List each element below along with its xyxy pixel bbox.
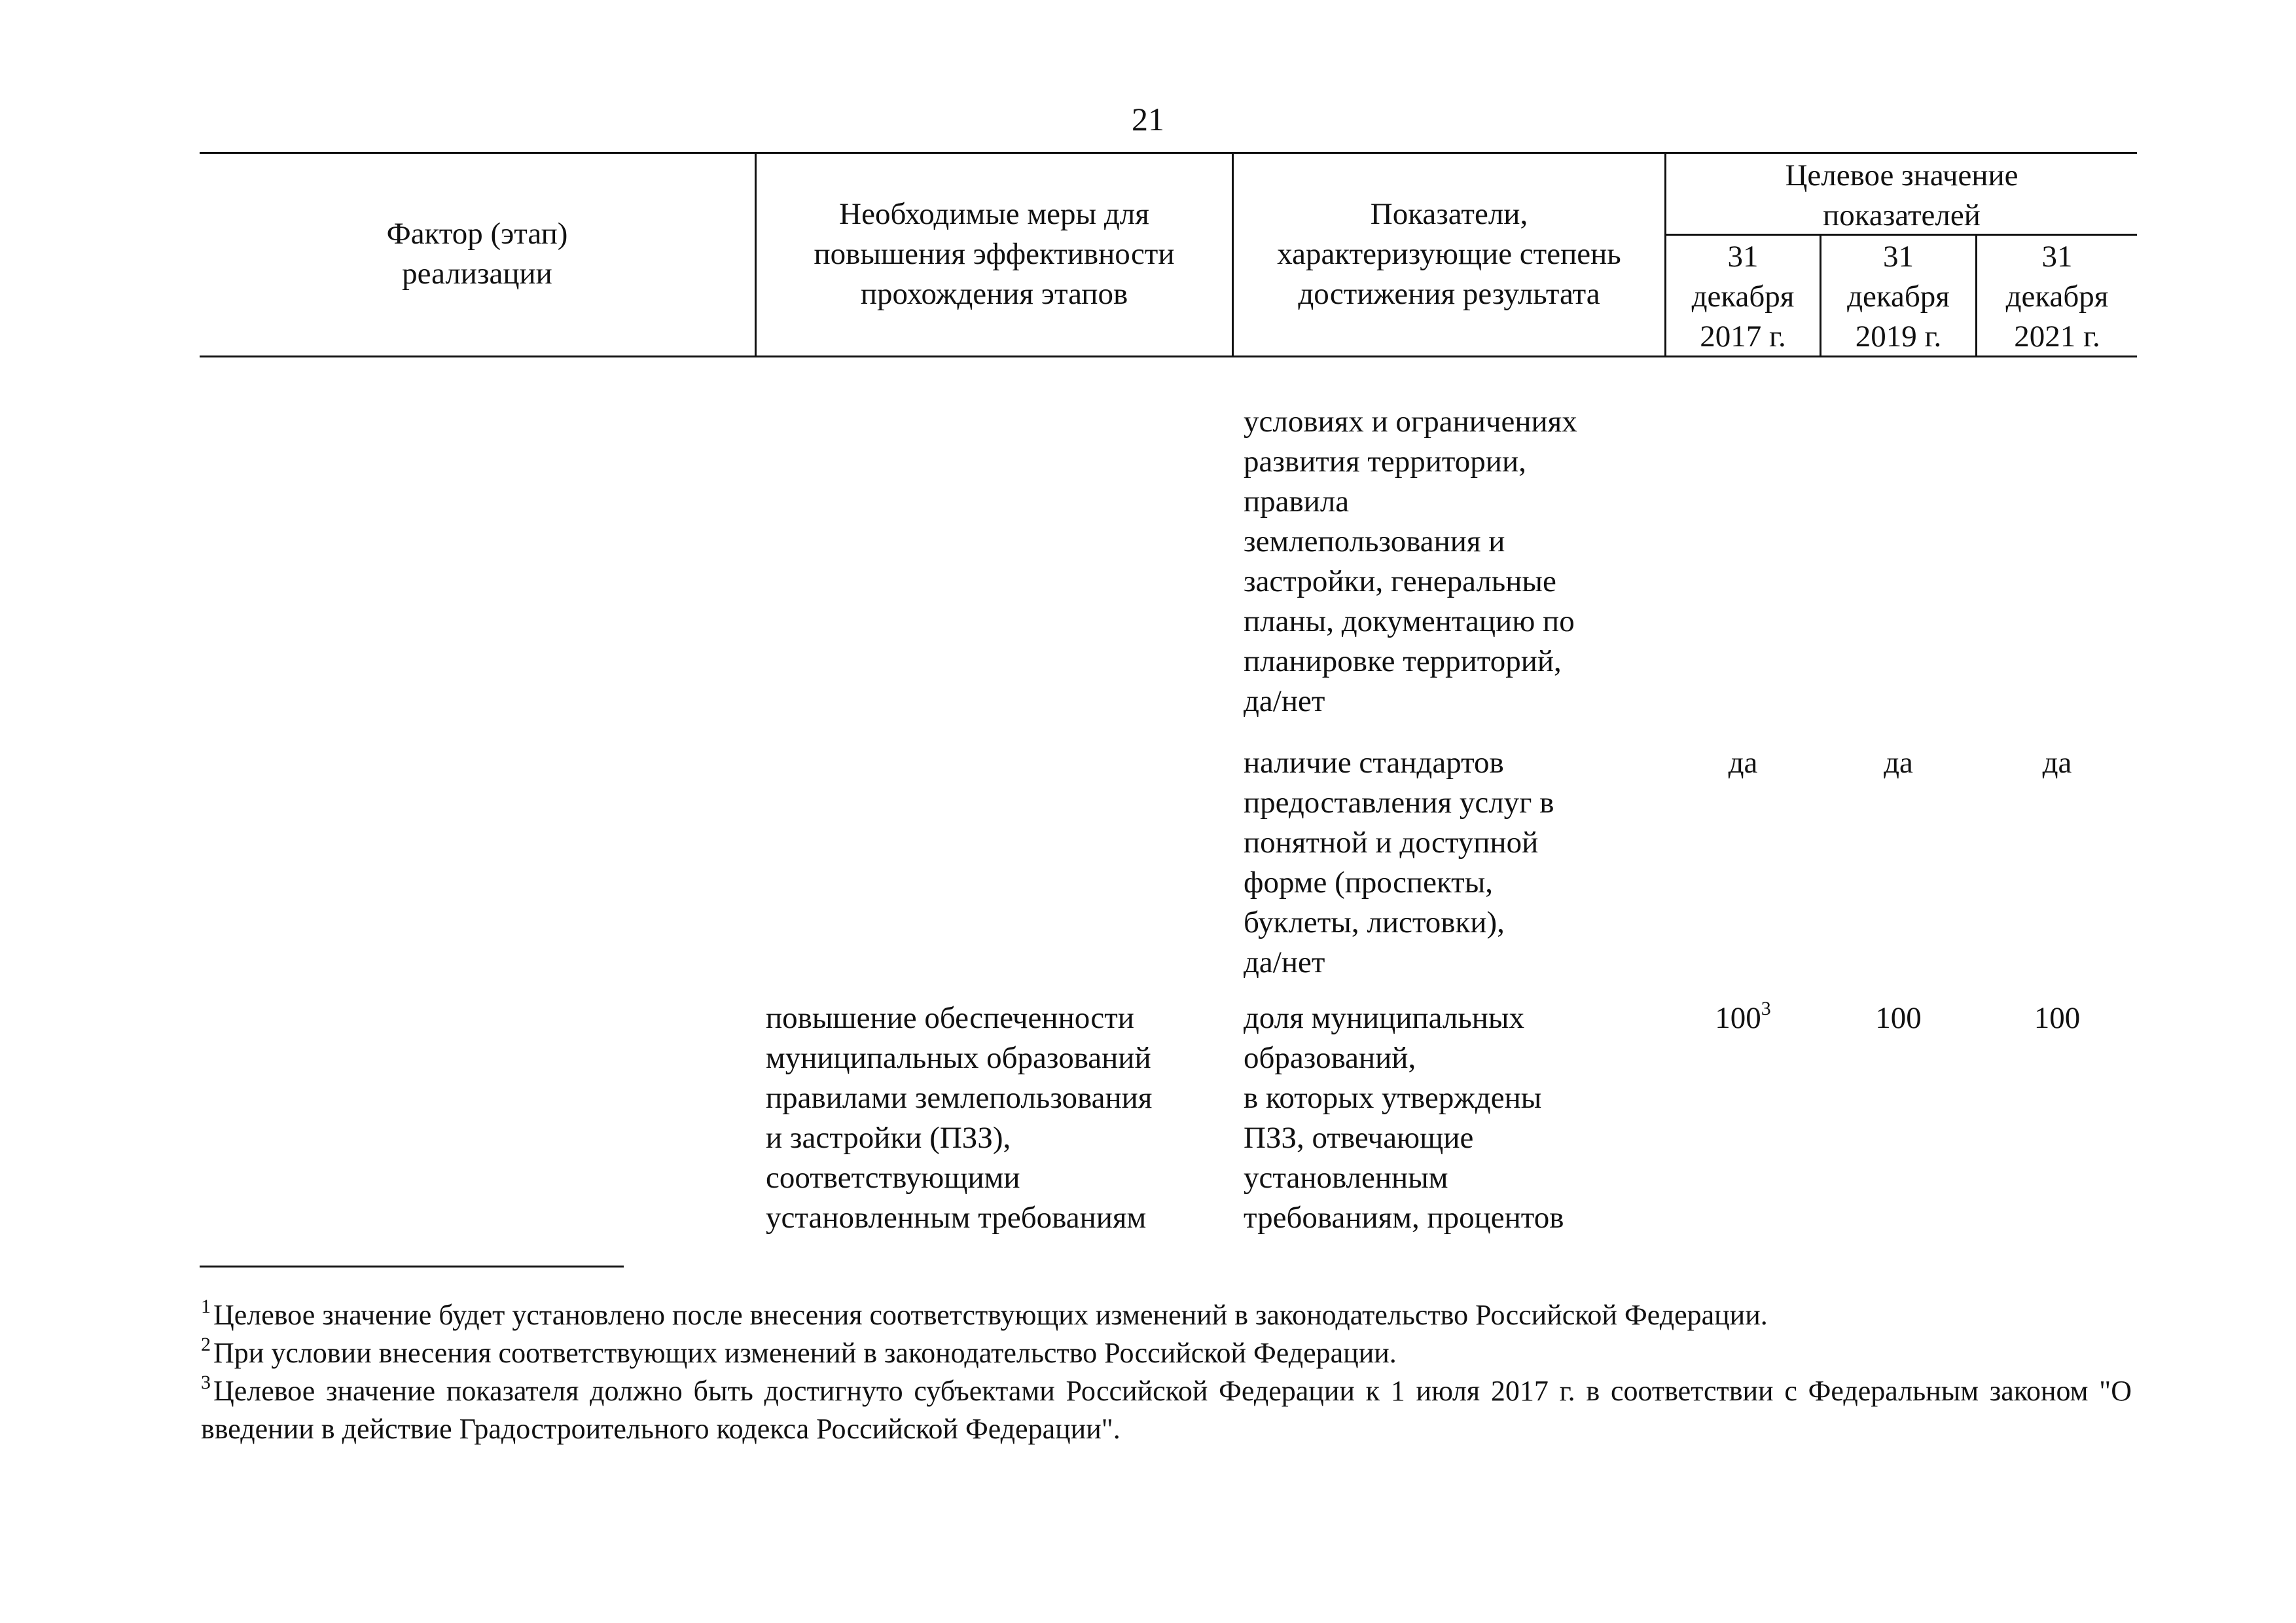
footnote-2-text: При условии внесения соответствующих изменений в законодательство Российской Федерации. xyxy=(213,1337,1397,1369)
row3-value-2019: 100 xyxy=(1875,1001,1922,1035)
header-factor: Фактор (этап) реализации xyxy=(386,217,568,291)
row2-value-2019: да xyxy=(1884,746,1913,780)
header-date-2017: 31 декабря 2017 г. xyxy=(1691,240,1795,354)
footnote-2 xyxy=(201,1334,2132,1372)
header-measures: Необходимые меры для повышения эффективности прохождения этапов xyxy=(814,197,1175,311)
footnote-3-text: Целевое значение показателя должно быть достигнуто субъектами Российской Федерации к 1 июля 2017 г. в соответствии с Федеральным законом "О введении в действие Градостроительного кодекса Российской Федерации". xyxy=(201,1375,2132,1445)
footnote-1 xyxy=(201,1296,2132,1334)
footnote-1-text: Целевое значение будет установлено после внесения соответствующих изменений в законодательство Российской Федерации. xyxy=(213,1299,1768,1331)
footnote-2-mark: 2 xyxy=(201,1334,211,1355)
row3-value-2017-number: 100 xyxy=(1715,1001,1761,1035)
row3-indicator: доля муниципальных образований, в которых утверждены ПЗЗ, отвечающие установленным требованиям, процентов xyxy=(1244,1001,1564,1235)
row1-indicator: условиях и ограничениях развития территории, правила землепользования и застройки, генеральные планы, документацию по планировке территорий, да/нет xyxy=(1244,405,1577,718)
footnote-3 xyxy=(201,1372,2132,1448)
footnotes xyxy=(201,1296,2132,1448)
header-date-2021: 31 декабря 2021 г. xyxy=(2005,240,2109,354)
row3-value-2017 xyxy=(1666,998,1820,1038)
row3-measure: повышение обеспеченности муниципальных образований правилами землепользования и застройки (ПЗЗ), соответствующими установленным требованиям xyxy=(766,1001,1153,1235)
page-number: 21 xyxy=(1132,101,1164,137)
footnote-1-mark: 1 xyxy=(201,1296,211,1317)
row2-value-2017: да xyxy=(1728,746,1758,780)
row3-value-2021: 100 xyxy=(2034,1001,2081,1035)
footnote-separator xyxy=(200,1266,624,1267)
header-target-group: Целевое значение показателей xyxy=(1785,158,2018,232)
row2-indicator: наличие стандартов предоставления услуг в понятной и доступной форме (проспекты, буклеты, листовки), да/нет xyxy=(1244,746,1554,979)
header-indicators: Показатели, характеризующие степень достижения результата xyxy=(1277,197,1621,311)
header-date-2019: 31 декабря 2019 г. xyxy=(1847,240,1950,354)
row2-value-2021: да xyxy=(2042,746,2072,780)
footnote-3-mark: 3 xyxy=(201,1372,211,1393)
footnote-ref-3[interactable]: 3 xyxy=(1761,998,1771,1019)
header-top-rule xyxy=(200,152,2137,154)
